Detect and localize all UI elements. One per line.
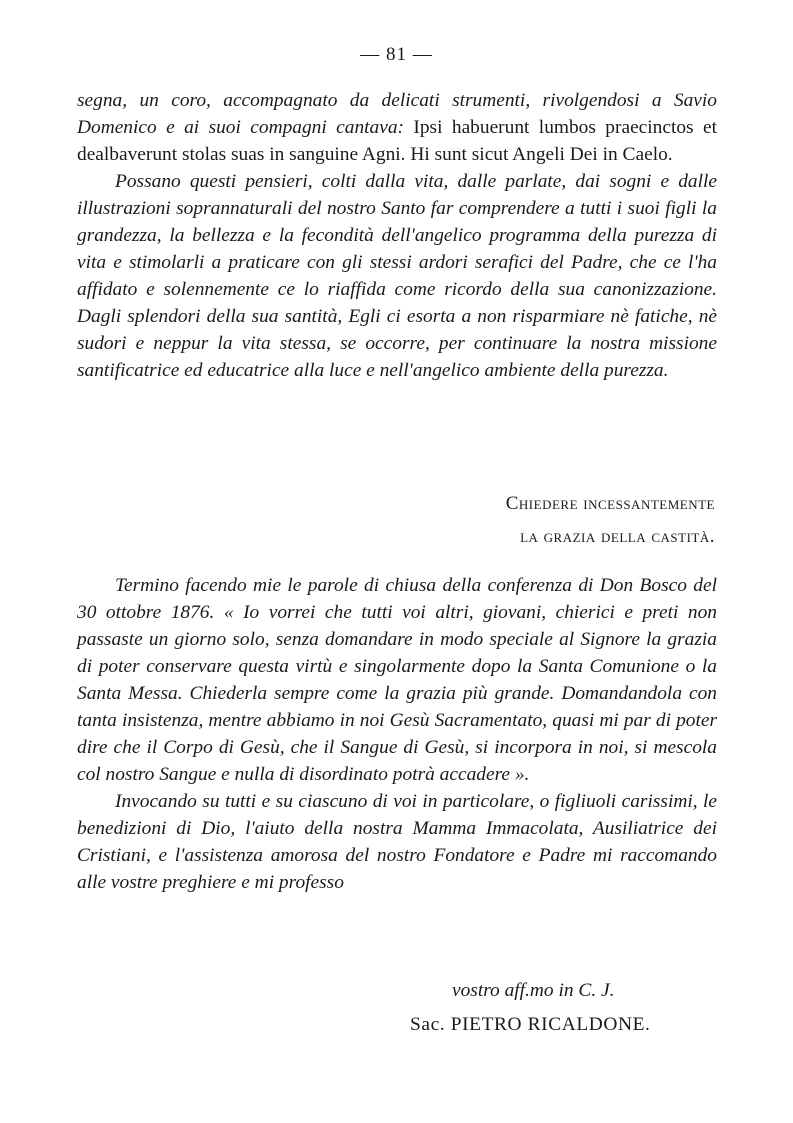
paragraph-don-bosco-quote: Termino facendo mie le parole di chiusa della conferenza di Don Bosco del 30 ottobre 1876. « Io vorrei che tutti voi altri, giovani, chierici e preti non passaste un giorno solo, senza domandare in modo speciale al Signore la grazia di poter conservare questa virtù e singolarmente dopo la Santa Comunione o la Santa Messa. Chiederla sempre come la grazia più grande. Domandandola con tanta insistenza, mentre abbiamo in noi Gesù Sacramentato, quasi mi par di poter dire che il Corpo di Gesù, che il Sangue di Gesù, si incorpora in noi, si mescola col nostro Sangue e nulla di disordinato potrà accadere ». bbox=[77, 575, 717, 785]
latin-quote: Ipsi habuerunt lumbos praecinctos et dealbaverunt stolas suas in sanguine Agni. Hi sunt sicut Angeli Dei in Caelo. bbox=[77, 117, 717, 165]
vision-italic-text: segna, un coro, accompagnato da delicati strumenti, rivolgendosi a Savio Domenico e ai suoi compagni cantava: bbox=[77, 90, 717, 138]
paragraph-purity-program: Possano questi pensieri, colti dalla vita, dalle parlate, dai sogni e dalle illustrazioni soprannaturali del nostro Santo far comprendere a tutti i suoi figli la grandezza, la bellezza e la fecondità dell'angelico programma della purezza di vita e stimolarli a praticare con gli stessi ardori serafici del Padre, che ce l'ha affidato e solennemente ce lo riaffida come ricordo della sua canonizzazione. Dagli splendori della sua santità, Egli ci esorta a non risparmiare nè fatiche, nè sudori e neppur la vita stessa, se occorre, per continuare la nostra missione santificatrice ed educatrice alla luce e nell'angelico ambiente della purezza. bbox=[77, 171, 717, 381]
body-section-1 bbox=[77, 87, 717, 384]
section-heading-line-2: la grazia della castità. bbox=[520, 526, 715, 547]
body-section-2 bbox=[77, 572, 717, 896]
section-heading-line-1: Chiedere incessantemente bbox=[505, 493, 715, 514]
closing-salutation: vostro aff.mo in C. J. bbox=[452, 980, 615, 1001]
paragraph-invocation: Invocando su tutti e su ciascuno di voi in particolare, o figliuoli carissimi, le benedizioni di Dio, l'aiuto della nostra Mamma Immacolata, Ausiliatrice dei Cristiani, e l'assistenza amorosa del nostro Fondatore e Padre mi raccomando alle vostre preghiere e mi professo bbox=[77, 791, 717, 893]
paragraph-vision bbox=[77, 87, 717, 168]
page-number: — 81 — bbox=[360, 44, 433, 65]
signature: Sac. PIETRO RICALDONE. bbox=[410, 1014, 651, 1035]
